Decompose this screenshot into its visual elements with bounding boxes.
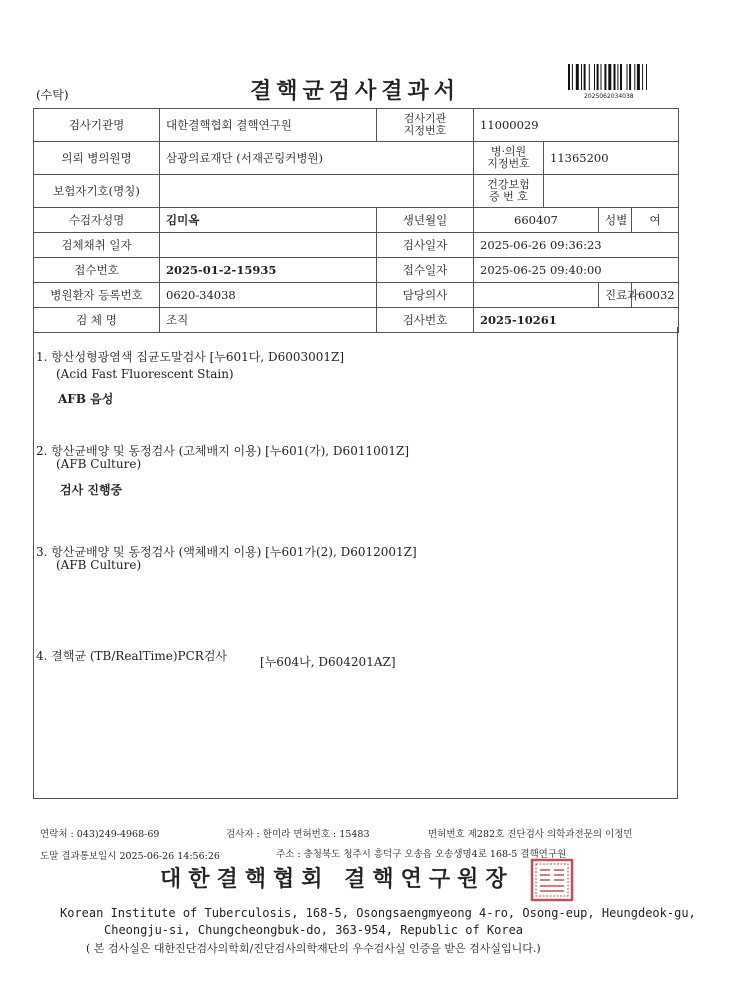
insurer-label: 보험자기호(명칭) <box>34 175 160 208</box>
official-seal-stamp <box>530 858 574 902</box>
receipt-date-label: 접수일자 <box>377 258 474 283</box>
address-en-line-1: Korean Institute of Tuberculosis, 168-5, Osongsaengmyeong 4-ro, Osong-eup, Heungdeok-gu, <box>60 906 696 920</box>
sex-label: 성별 <box>599 208 632 233</box>
clinic-code-label: 병·의원 지정번호 <box>474 142 544 175</box>
org-code-value: 11000029 <box>474 109 679 142</box>
test-no-label: 검사번호 <box>377 308 474 333</box>
document-title: 결핵균검사결과서 <box>250 78 461 104</box>
doctor-value <box>474 283 599 308</box>
result-3-subtitle: (AFB Culture) <box>56 558 142 572</box>
result-1-value: AFB 음성 <box>58 392 114 406</box>
test-no-value: 2025-10261 <box>474 308 679 333</box>
result-4-code: [누604나, D604201AZ] <box>260 655 396 669</box>
collect-date-value <box>160 233 377 258</box>
barcode-image <box>568 64 672 90</box>
result-1-title: 1. 항산성형광염색 집균도말검사 [누601다, D6003001Z] <box>36 350 345 364</box>
results-box <box>33 327 678 799</box>
receipt-no-label: 접수번호 <box>34 258 160 283</box>
result-2-title: 2. 항산균배양 및 동정검사 (고체배지 이용) [누601(가), D6011001Z] <box>36 444 410 458</box>
org-code-label: 검사기관 지정번호 <box>377 109 474 142</box>
footer-report-time: 도말 결과통보일시 2025-06-26 14:56:26 <box>40 851 220 862</box>
client-value: 삼광의료재단 (서재곤링커병원) <box>160 142 474 175</box>
insurance-value <box>544 175 679 208</box>
client-label: 의뢰 병의원명 <box>34 142 160 175</box>
sex-value: 여 <box>632 208 679 233</box>
specimen-value: 조직 <box>160 308 377 333</box>
collect-date-label: 검체채취 일자 <box>34 233 160 258</box>
org-value: 대한결핵협회 결핵연구원 <box>160 109 377 142</box>
address-en-line-2: Cheongju-si, Chungcheongbuk-do, 363-954, Republic of Korea <box>104 923 524 937</box>
footer-contact: 연락처 : 043)249-4968-69 <box>40 829 160 840</box>
barcode-number: 2025062034038 <box>584 93 634 100</box>
specimen-label: 검 체 명 <box>34 308 160 333</box>
test-date-value: 2025-06-26 09:36:23 <box>474 233 679 258</box>
footer-address-kr: 주소 : 충청북도 청주시 흥덕구 오송읍 오송생명4로 168-5 결핵연구원 <box>276 849 567 860</box>
dept-label: 진료과 <box>599 283 632 308</box>
hospital-reg-label: 병원환자 등록번호 <box>34 283 160 308</box>
copy-label: (수탁) <box>36 88 69 102</box>
certification-note: ( 본 검사실은 대한진단검사의학회/진단검사의학재단의 우수검사실 인증을 받은 검사실입니다.) <box>86 942 541 955</box>
result-2-subtitle: (AFB Culture) <box>56 457 142 471</box>
clinic-code-value: 11365200 <box>544 142 679 175</box>
insurance-label: 건강보험 증 번 호 <box>474 175 544 208</box>
result-4-title: 4. 결핵균 (TB/RealTime)PCR검사 <box>36 649 228 663</box>
header-info-table <box>33 108 679 333</box>
dept-value: 60032 <box>632 283 679 308</box>
footer-tester: 검사자 : 한미라 면허번호 : 15483 <box>226 829 370 840</box>
result-3-title: 3. 항산균배양 및 동정검사 (액체배지 이용) [누601가(2), D6012001Z] <box>36 545 417 559</box>
hospital-reg-value: 0620-34038 <box>160 283 377 308</box>
insurer-value <box>160 175 474 208</box>
patient-label: 수검자성명 <box>34 208 160 233</box>
receipt-date-value: 2025-06-25 09:40:00 <box>474 258 679 283</box>
dob-label: 생년월일 <box>377 208 474 233</box>
test-date-label: 검사일자 <box>377 233 474 258</box>
doctor-label: 담당의사 <box>377 283 474 308</box>
dob-value: 660407 <box>474 208 599 233</box>
organization-name: 대한결핵협회 결핵연구원장 <box>160 866 514 892</box>
footer-license: 면허번호 제282호 진단검사 의학과전문의 이정민 <box>428 829 633 840</box>
result-2-value: 검사 진행중 <box>60 483 123 497</box>
org-label: 검사기관명 <box>34 109 160 142</box>
patient-name: 김미옥 <box>160 208 377 233</box>
result-1-subtitle: (Acid Fast Fluorescent Stain) <box>56 367 234 381</box>
receipt-no-value: 2025-01-2-15935 <box>160 258 377 283</box>
